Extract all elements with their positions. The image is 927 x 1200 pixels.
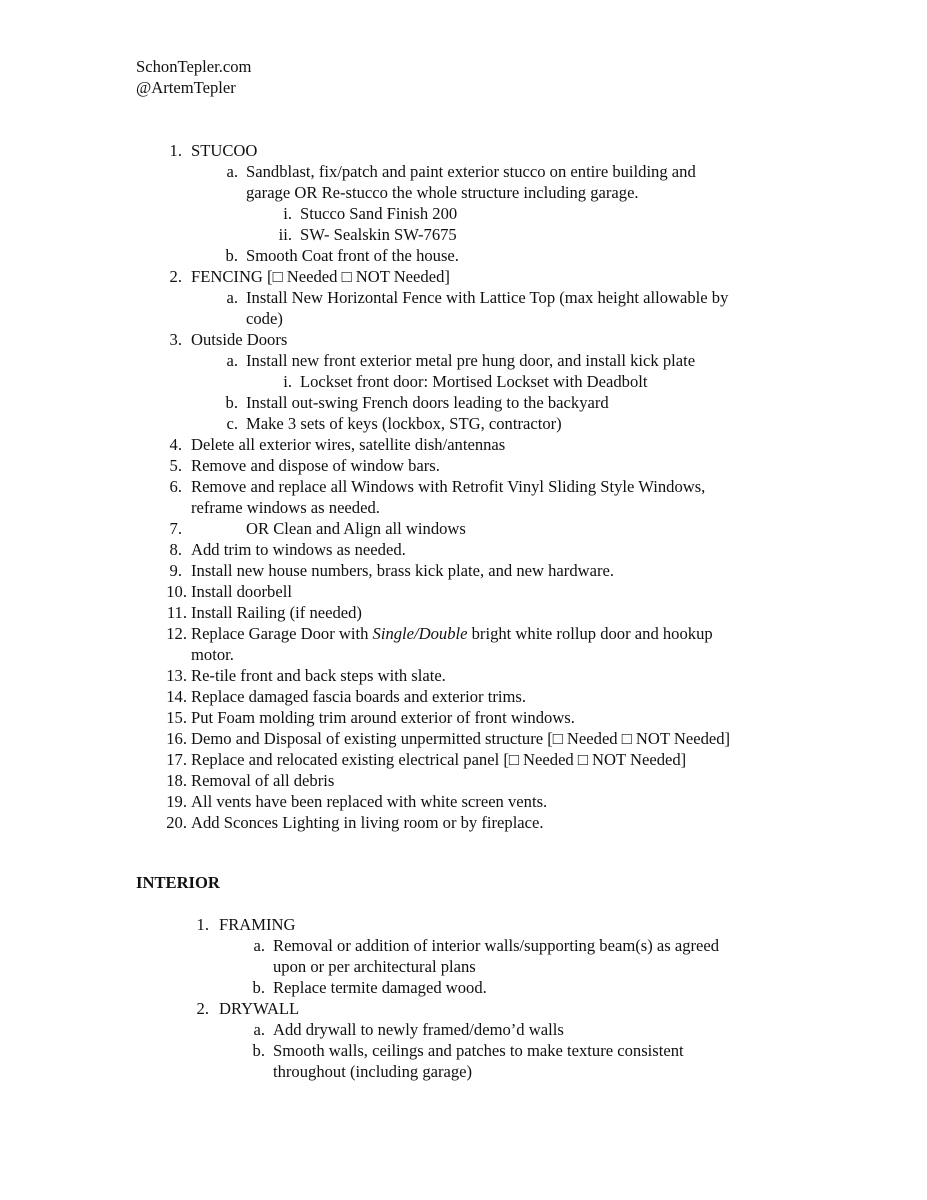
- interior-item-text: Removal or addition of interior walls/supporting beam(s) as agreed: [273, 936, 720, 955]
- exterior-item-marker: i.: [283, 372, 292, 391]
- exterior-item-text: reframe windows as needed.: [191, 498, 380, 517]
- exterior-item-text: garage OR Re-stucco the whole structure including garage.: [246, 183, 639, 202]
- item-text-part: bright white rollup door and hookup: [467, 624, 713, 643]
- item-text-part: Replace Garage Door with: [191, 624, 373, 643]
- exterior-item-marker: a.: [226, 288, 238, 307]
- exterior-item-text: Smooth Coat front of the house.: [246, 246, 459, 265]
- interior-item-text: Smooth walls, ceilings and patches to make texture consistent: [273, 1041, 684, 1060]
- exterior-item-text: Lockset front door: Mortised Lockset with Deadbolt: [300, 372, 648, 391]
- exterior-item-marker: 2.: [169, 267, 182, 286]
- exterior-item-marker: a.: [226, 162, 238, 181]
- interior-item-text: FRAMING: [219, 915, 296, 934]
- exterior-item-text: Install Railing (if needed): [191, 603, 362, 622]
- exterior-item-marker: 9.: [169, 561, 182, 580]
- exterior-item-text: Removal of all debris: [191, 771, 335, 790]
- exterior-item-text: OR Clean and Align all windows: [246, 519, 466, 538]
- exterior-item-marker: 4.: [169, 435, 182, 454]
- exterior-item-text: [191, 624, 713, 644]
- exterior-item-text: Re-tile front and back steps with slate.: [191, 666, 446, 685]
- exterior-item-marker: 10.: [166, 582, 187, 601]
- exterior-item-marker: 13.: [166, 666, 187, 685]
- exterior-item-marker: 15.: [166, 708, 187, 727]
- header-site: SchonTepler.com: [136, 57, 252, 76]
- exterior-item-marker: 16.: [166, 729, 187, 748]
- exterior-item-marker: 17.: [166, 750, 187, 769]
- interior-item-text: DRYWALL: [219, 999, 300, 1018]
- header-handle: @ArtemTepler: [136, 78, 236, 97]
- exterior-item-text: motor.: [191, 645, 234, 664]
- exterior-item-text: code): [246, 309, 283, 328]
- exterior-item-marker: 8.: [169, 540, 182, 559]
- exterior-item-marker: i.: [283, 204, 292, 223]
- exterior-item-marker: 18.: [166, 771, 187, 790]
- interior-item-marker: 2.: [196, 999, 209, 1018]
- exterior-item-marker: 11.: [166, 603, 187, 622]
- interior-item-marker: 1.: [196, 915, 209, 934]
- exterior-item-marker: 14.: [166, 687, 187, 706]
- exterior-item-marker: 5.: [169, 456, 182, 475]
- exterior-item-text: STUCOO: [191, 141, 258, 160]
- exterior-item-text: Replace damaged fascia boards and exterior trims.: [191, 687, 526, 706]
- exterior-item-marker: 1.: [169, 141, 182, 160]
- exterior-item-marker: a.: [226, 351, 238, 370]
- exterior-item-text: Install new house numbers, brass kick plate, and new hardware.: [191, 561, 615, 580]
- exterior-item-text: Remove and replace all Windows with Retrofit Vinyl Sliding Style Windows,: [191, 477, 706, 496]
- exterior-item-text: Add Sconces Lighting in living room or by fireplace.: [191, 813, 544, 832]
- exterior-item-text: SW- Sealskin SW-7675: [300, 225, 457, 244]
- exterior-item-text: Install New Horizontal Fence with Lattice Top (max height allowable by: [246, 288, 729, 307]
- exterior-item-text: Remove and dispose of window bars.: [191, 456, 440, 475]
- exterior-item-marker: 19.: [166, 792, 187, 811]
- interior-item-text: Replace termite damaged wood.: [273, 978, 487, 997]
- exterior-item-marker: c.: [226, 414, 238, 433]
- interior-item-marker: a.: [253, 936, 265, 955]
- exterior-item-text: Put Foam molding trim around exterior of front windows.: [191, 708, 575, 727]
- exterior-item-text: Make 3 sets of keys (lockbox, STG, contractor): [246, 414, 562, 433]
- exterior-item-text: Outside Doors: [191, 330, 288, 349]
- exterior-item-text: Install out-swing French doors leading to the backyard: [246, 393, 609, 412]
- exterior-item-text: Stucco Sand Finish 200: [300, 204, 458, 223]
- exterior-item-marker: 7.: [169, 519, 182, 538]
- exterior-item-text: All vents have been replaced with white screen vents.: [191, 792, 548, 811]
- exterior-item-text: FENCING [□ Needed □ NOT Needed]: [191, 267, 450, 286]
- exterior-item-marker: 6.: [169, 477, 182, 496]
- exterior-item-marker: 12.: [166, 624, 187, 643]
- exterior-item-text: Add trim to windows as needed.: [191, 540, 406, 559]
- exterior-item-text: Install new front exterior metal pre hung door, and install kick plate: [246, 351, 696, 370]
- interior-item-marker: b.: [252, 978, 265, 997]
- interior-item-marker: a.: [253, 1020, 265, 1039]
- item-text-italic: Single/Double: [372, 624, 468, 643]
- section-title-interior: INTERIOR: [136, 873, 220, 892]
- exterior-item-marker: ii.: [278, 225, 292, 244]
- exterior-item-text: Replace and relocated existing electrical panel [□ Needed □ NOT Needed]: [191, 750, 687, 769]
- interior-item-text: upon or per architectural plans: [273, 957, 476, 976]
- exterior-item-text: Delete all exterior wires, satellite dish/antennas: [191, 435, 506, 454]
- exterior-item-marker: 20.: [166, 813, 187, 832]
- interior-item-text: throughout (including garage): [273, 1062, 473, 1081]
- exterior-item-marker: b.: [225, 393, 238, 412]
- exterior-item-marker: 3.: [169, 330, 182, 349]
- interior-item-marker: b.: [252, 1041, 265, 1060]
- exterior-item-text: Install doorbell: [191, 582, 292, 601]
- interior-item-text: Add drywall to newly framed/demo’d walls: [273, 1020, 564, 1039]
- exterior-item-marker: b.: [225, 246, 238, 265]
- exterior-item-text: Sandblast, fix/patch and paint exterior stucco on entire building and: [246, 162, 696, 181]
- exterior-item-text: Demo and Disposal of existing unpermitted structure [□ Needed □ NOT Needed]: [191, 729, 731, 748]
